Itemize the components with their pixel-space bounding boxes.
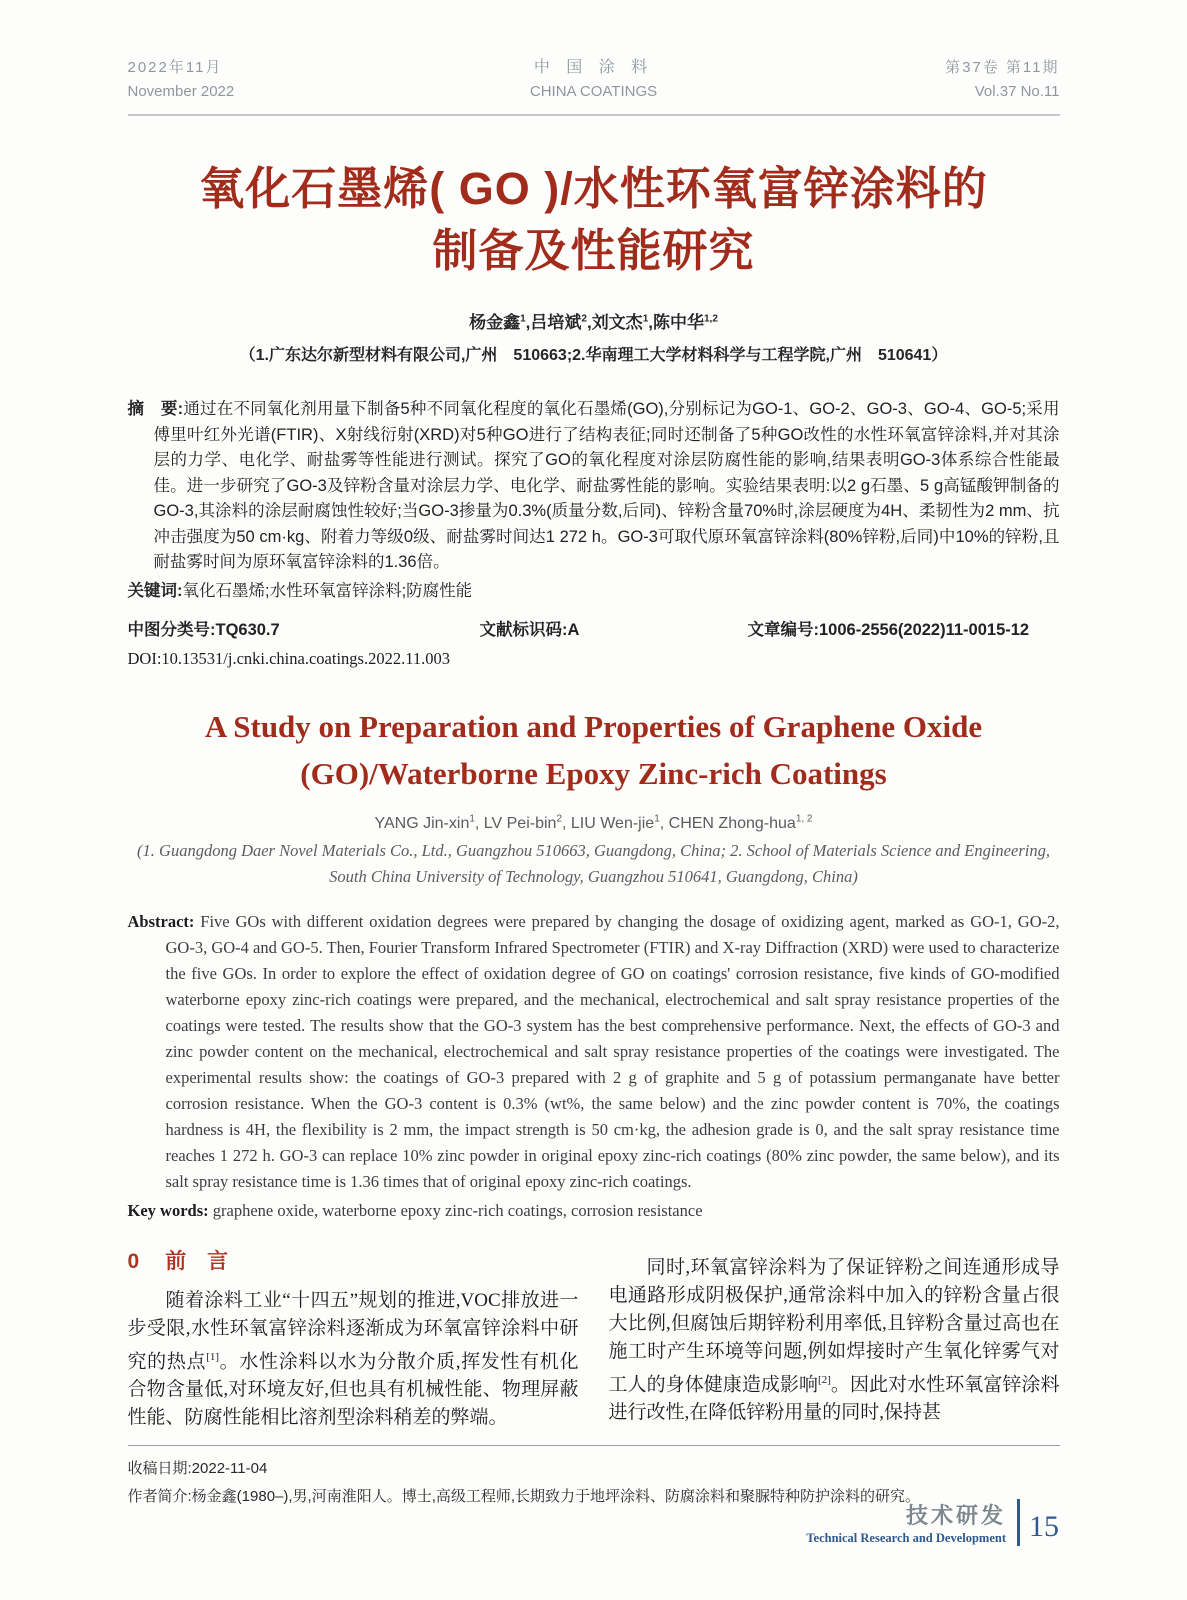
badge-divider-bar <box>1017 1499 1020 1546</box>
intro-right-text-1: 同时,环氧富锌涂料为了保证锌粉之间连通形成导电通路形成阴极保护,通常涂料中加入的锌粉含量占很大比例,但腐蚀后期锌粉利用率低,且锌粉含量过高也在施工时产生环境等问题,例如焊接时产生氧化锌雾气对工人的身体健康造成影响 <box>608 1256 1060 1396</box>
keywords-cn <box>128 578 1060 604</box>
section-number: 0 <box>127 1249 140 1273</box>
author-cn-sep: , <box>525 313 531 332</box>
author-cn-sup: 1 <box>642 313 649 325</box>
authors-en <box>128 814 1060 833</box>
keywords-en <box>128 1198 1060 1224</box>
author-cn <box>469 313 530 332</box>
author-cn-sup: 1 <box>520 313 526 325</box>
author-cn-sup: 1,2 <box>703 313 718 325</box>
affiliation-cn: （1.广东达尔新型材料有限公司,广州 510663;2.华南理工大学材料科学与工程学院,广州 510641） <box>239 347 948 364</box>
affiliation-en: (1. Guangdong Daer Novel Materials Co., Ltd., Guangzhou 510663, Guangdong, China; 2. School of Materials Science and Engineering, South China University of Technology, Guangzhou 510641, Guangdong, China) <box>137 840 1050 886</box>
column-name-cn: 技术研发 <box>905 1503 1006 1528</box>
journal-issue <box>749 56 1060 104</box>
section-title: 前 言 <box>165 1249 229 1273</box>
paper-title-cn-line1: 氧化石墨烯( GO )/水性环氧富锌涂料的 <box>199 163 988 214</box>
author-en-name: YANG Jin-xin <box>374 814 470 832</box>
journal-date-cn: 2022年11月 <box>127 59 223 76</box>
author-en-sup: 1 <box>654 813 660 825</box>
header-divider <box>128 114 1060 116</box>
reference-marker-1: [1] <box>206 1350 220 1363</box>
intro-columns <box>128 1248 1060 1432</box>
paper-title-en-line1: A Study on Preparation and Properties of Graphene Oxide <box>204 708 983 744</box>
right-column <box>609 1248 1060 1432</box>
journal-header <box>128 56 1060 104</box>
paper-title-cn <box>128 158 1060 282</box>
authors-cn <box>128 308 1060 333</box>
keywords-text-cn: 氧化石墨烯;水性环氧富锌涂料;防腐性能 <box>182 581 473 600</box>
journal-name-cn: 中 国 涂 料 <box>533 59 654 76</box>
column-badge-text <box>806 1499 1006 1546</box>
author-en-sup: 2 <box>556 813 562 825</box>
author-en <box>375 815 484 832</box>
left-column <box>128 1248 579 1432</box>
author-en <box>484 815 571 832</box>
journal-date-en: November 2022 <box>127 83 235 100</box>
meta-row <box>128 616 1060 640</box>
author-cn <box>592 313 653 332</box>
page-content <box>128 0 1060 1511</box>
journal-date <box>128 56 439 104</box>
column-badge <box>806 1499 1059 1546</box>
author-cn-sep: , <box>586 313 592 332</box>
author-bio: 作者简介:杨金鑫(1980–),男,河南淮阳人。博士,高级工程师,长期致力于地坪涂料、防腐涂料和聚脲特种防护涂料的研究。 <box>127 1488 921 1506</box>
author-en-sup: 1 <box>469 813 475 825</box>
paper-title-en-line2: (GO)/Waterborne Epoxy Zinc-rich Coatings <box>300 755 887 791</box>
intro-right-text-2: 。因此对水性环氧富锌涂料进行改性,在降低锌粉用量的同时,保持甚 <box>608 1374 1060 1424</box>
keywords-label-en: Key words: <box>127 1200 209 1220</box>
keywords-text-en: graphene oxide, waterborne epoxy zinc-rich coatings, corrosion resistance <box>212 1200 703 1220</box>
abstract-label-en: Abstract: <box>127 911 195 931</box>
author-en-sep: , <box>562 814 571 832</box>
abstract-cn <box>128 397 1060 576</box>
received-date: 收稿日期:2022-11-04 <box>127 1460 268 1478</box>
author-en-name: LIU Wen-jie <box>570 814 655 832</box>
keywords-label-cn: 关键词: <box>127 581 183 600</box>
journal-name <box>438 56 749 104</box>
abstract-en <box>128 909 1060 1195</box>
author-cn-sep: , <box>648 313 653 332</box>
paper-title-en <box>128 703 1060 797</box>
abstract-text-cn: 通过在不同氧化剂用量下制备5种不同氧化程度的氧化石墨烯(GO),分别标记为GO-1、GO-2、GO-3、GO-4、GO-5;采用傅里叶红外光谱(FTIR)、X射线衍射(XRD)对5种GO进行了结构表征;同时还制备了5种GO改性的水性环氧富锌涂料,并对其涂层的力学、电化学、耐盐雾等性能进行测试。探究了GO的氧化程度对涂层防腐性能的影响,结果表明GO-3体系综合性能最佳。进一步研究了GO-3及锌粉含量对涂层力学、电化学、耐盐雾性能的影响。实验结果表明:以2 g石墨、5 g高锰酸钾制备的GO-3,其涂料的涂层耐腐蚀性较好;当GO-3掺量为0.3%(质量分数,后同)、锌粉含量70%时,涂层硬度为4H、柔韧性为2 mm、抗冲击强度为50 cm·kg、附着力等级0级、耐盐雾时间达1 272 h。GO-3可取代原环氧富锌涂料(80%锌粉,后同)中10%的锌粉,且耐盐雾时间为原环氧富锌涂料的1.36倍。 <box>153 400 1060 571</box>
author-en-sep: , <box>474 814 484 832</box>
page-number: 15 <box>1029 1509 1059 1543</box>
author-en <box>571 815 669 832</box>
intro-paragraph-left <box>128 1287 579 1432</box>
author-cn-sup: 2 <box>581 313 587 325</box>
author-cn-name: 吕培斌 <box>530 313 582 332</box>
abstract-text-en: Five GOs with different oxidation degrees were prepared by changing the dosage of oxidizing agent, marked as GO-1, GO-2, GO-3, GO-4 and GO-5. Then, Fourier Transform Infrared Spectrometer (FTIR) and X-ray Diffraction (XRD) were used to characterize the five GOs. In order to explore the effect of oxidation degree of GO on coatings' corrosion resistance, five kinds of GO-modified waterborne epoxy zinc-rich coatings were prepared, and the mechanical, electrochemical and salt spray resistance properties of the coatings were tested. The results show that the GO-3 system has the best comprehensive performance. Next, the effects of GO-3 and zinc powder content on the mechanical, electrochemical and salt spray resistance properties of the coatings were investigated. The experimental results show: the coatings of GO-3 prepared with 2 g of graphite and 5 g of potassium permanganate have better corrosion resistance. When the GO-3 content is 0.3% (wt%, the same below) and the zinc powder content is 70%, the coatings hardness is 4H, the flexibility is 2 mm, the impact strength is 50 cm·kg, the adhesion grade is 0, and the salt spray resistance time reaches 1 272 h. GO-3 can replace 10% zinc powder in original epoxy zinc-rich coatings (80% zinc powder, the same below), and its salt spray resistance time is 1.36 times that of original epoxy zinc-rich coatings. <box>165 911 1060 1191</box>
author-en-sup: 1, 2 <box>795 813 813 825</box>
author-en-name: LV Pei-bin <box>483 814 557 832</box>
intro-paragraph-right <box>609 1254 1060 1427</box>
intro-left-text-2: 。水性涂料以水为分散介质,挥发性有机化合物含量低,对环境友好,但也具有机械性能、物理屏蔽性能、防腐性能相比溶剂型涂料稍差的弊端。 <box>127 1351 579 1429</box>
author-en-sep: , <box>659 814 669 832</box>
reference-marker-2: [2] <box>818 1373 831 1386</box>
intro-left-text-1: 随着涂料工业“十四五”规划的推进,VOC排放进一步受限,水性环氧富锌涂料逐渐成为环氧富锌涂料中研究的热点 <box>127 1289 579 1373</box>
document-code: 文献标识码:A <box>479 620 580 639</box>
author-en <box>669 815 813 832</box>
article-id: 文章编号:1006-2556(2022)11-0015-12 <box>747 620 1030 639</box>
author-cn <box>530 313 591 332</box>
doi: DOI:10.13531/j.cnki.china.coatings.2022.11.003 <box>127 648 450 668</box>
author-cn-name: 陈中华 <box>652 313 704 332</box>
author-en-name: CHEN Zhong-hua <box>668 814 796 832</box>
section-heading <box>128 1248 579 1276</box>
journal-name-en: CHINA COATINGS <box>529 83 658 100</box>
journal-issue-en: Vol.37 No.11 <box>974 83 1060 100</box>
clc-number: 中图分类号:TQ630.7 <box>127 620 280 639</box>
abstract-label-cn: 摘 要: <box>127 400 184 418</box>
journal-issue-cn: 第37卷 第11期 <box>945 59 1060 76</box>
column-name-en: Technical Research and Development <box>806 1531 1006 1545</box>
paper-title-cn-line2: 制备及性能研究 <box>432 225 755 276</box>
author-cn <box>653 313 718 332</box>
footnote-divider <box>128 1445 1060 1446</box>
author-cn-name: 杨金鑫 <box>469 313 521 332</box>
author-cn-name: 刘文杰 <box>591 313 643 332</box>
